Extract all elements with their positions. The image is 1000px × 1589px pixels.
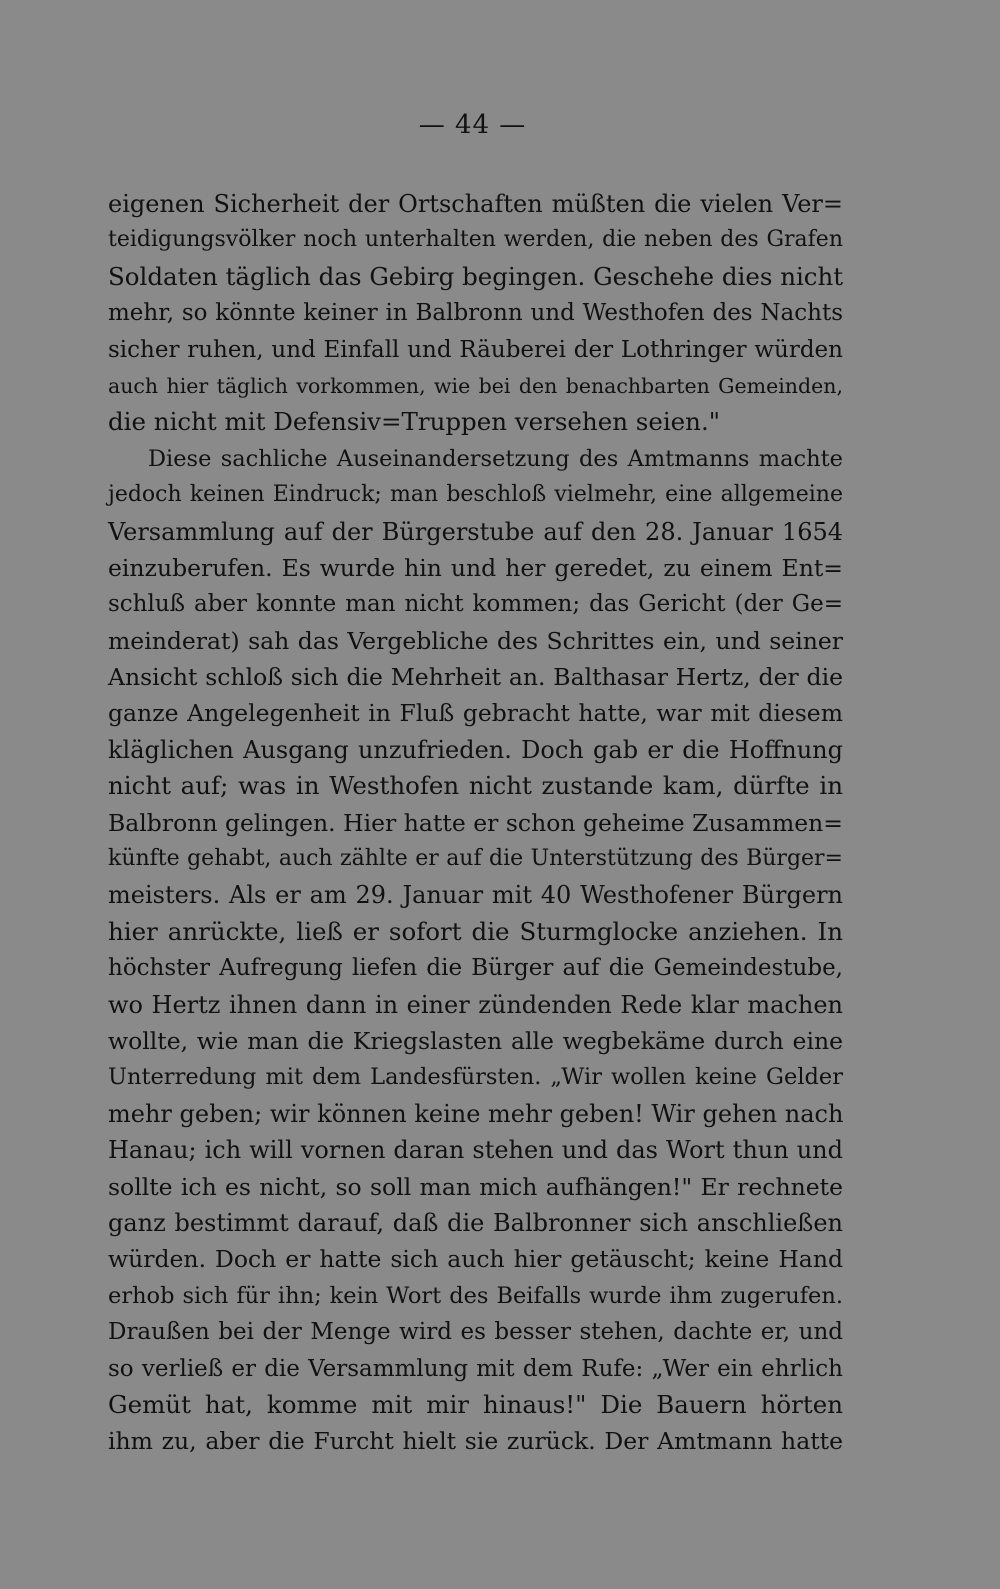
text-line: ganz bestimmt darauf, daß die Balbronner sich anschließen [108,1208,843,1237]
text-line: meinderat) sah das Vergebliche des Schrittes ein, und seiner [108,626,843,655]
text-line: nicht auf; was in Westhofen nicht zustande kam, dürfte in [108,771,843,801]
text-line: teidigungsvölker noch unterhalten werden, die neben des Grafen [108,227,843,253]
text-line: Versammlung auf der Bürgerstube auf den 28. Januar 1654 [108,517,843,546]
text-line: Draußen bei der Menge wird es besser stehen, dachte er, und [108,1319,843,1346]
text-line: Unterredung mit dem Landesfürsten. „Wir wollen keine Gelder [108,1064,843,1091]
text-line: die nicht mit Defensiv=Truppen versehen seien." [108,407,720,437]
text-line: eigenen Sicherheit der Ortschaften müßten die vielen Ver= [108,190,843,218]
text-line: Gemüt hat, komme mit mir hinaus!" Die Bauern hörten [108,1389,843,1419]
text-line: schluß aber konnte man nicht kommen; das Gericht (der Ge= [108,591,843,618]
page-number: — 44 — [418,110,527,140]
text-line: hier anrückte, ließ er sofort die Sturmglocke anziehen. In [108,916,843,946]
text-line: erhob sich für ihn; kein Wort des Beifalls wurde ihm zugerufen. [108,1282,843,1309]
text-line: kläglichen Ausgang unzufrieden. Doch gab er die Hoffnung [108,735,843,764]
text-line: auch hier täglich vorkommen, wie bei den benachbarten Gemeinden, [108,373,843,398]
text-line: wollte, wie man die Kriegslasten alle wegbekäme durch eine [108,1026,843,1055]
text-line: Hanau; ich will vornen daran stehen und das Wort thun und [108,1136,843,1165]
text-line: künfte gehabt, auch zählte er auf die Unterstützung des Bürger= [108,846,843,872]
body-text [108,186,843,1460]
text-line: sicher ruhen, und Einfall und Räuberei der Lothringer würden [108,336,843,363]
text-line: ganze Angelegenheit in Fluß gebracht hatte, war mit diesem [108,699,843,728]
text-line: so verließ er die Versammlung mit dem Rufe: „Wer ein ehrlich [108,1355,843,1382]
text-line: einzuberufen. Es wurde hin und her geredet, zu einem Ent= [108,553,843,582]
text-line: würden. Doch er hatte sich auch hier getäuscht; keine Hand [108,1245,843,1274]
text-line: Ansicht schloß sich die Mehrheit an. Balthasar Hertz, der die [108,663,843,692]
text-line: mehr, so könnte keiner in Balbronn und Westhofen des Nachts [108,300,843,327]
text-line: sollte ich es nicht, so soll man mich aufhängen!" Er rechnete [108,1172,843,1201]
text-line: jedoch keinen Eindruck; man beschloß vielmehr, eine allgemeine [108,482,843,508]
text-line: wo Hertz ihnen dann in einer zündenden Rede klar machen [108,990,843,1019]
text-line: Soldaten täglich das Gebirg begingen. Geschehe dies nicht [108,261,844,291]
text-line: Diese sachliche Auseinandersetzung des Amtmanns machte [148,445,843,472]
text-line: mehr geben; wir können keine mehr geben! Wir gehen nach [108,1099,844,1128]
text-line: ihm zu, aber die Furcht hielt sie zurück. Der Amtmann hatte [108,1427,843,1456]
text-line: Balbronn gelingen. Hier hatte er schon geheime Zusammen= [108,808,843,837]
text-line: höchster Aufregung liefen die Bürger auf die Gemeindestube, [108,955,843,982]
text-line: meisters. Als er am 29. Januar mit 40 Westhofener Bürgern [108,881,843,910]
